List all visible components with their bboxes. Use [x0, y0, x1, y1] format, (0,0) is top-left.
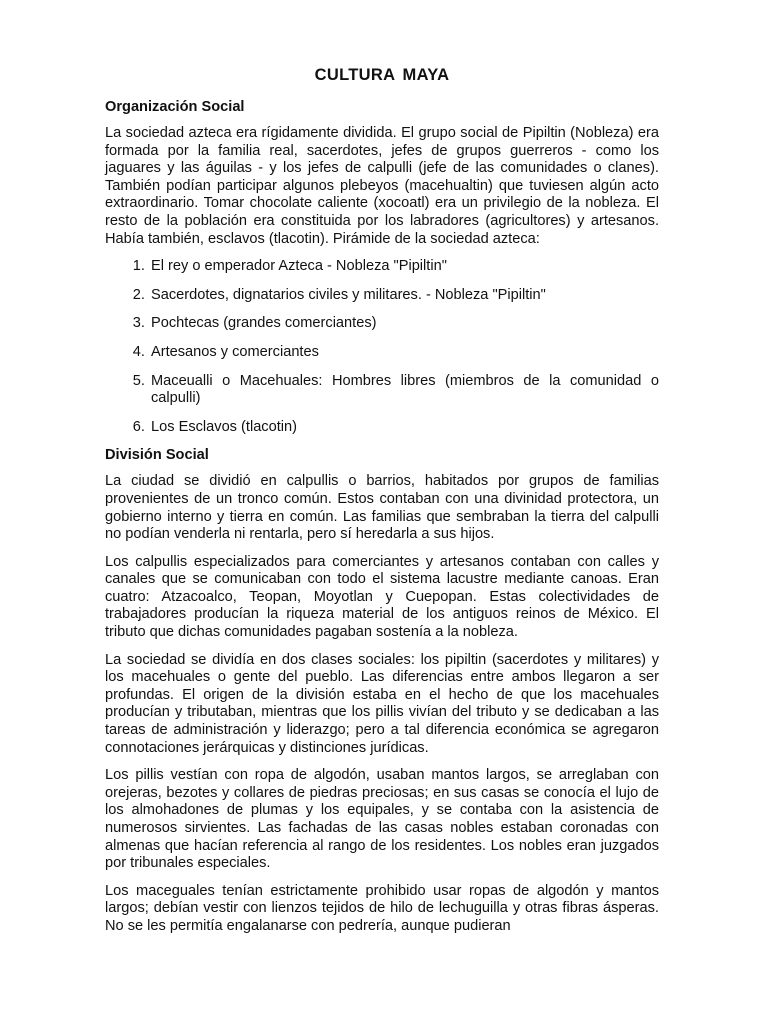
document-page: [105, 66, 659, 946]
list-item: 1. El rey o emperador Azteca - Nobleza "Pipiltin": [149, 258, 659, 276]
paragraph: Los calpullis especializados para comerciantes y artesanos contaban con calles y canales que se comunicaban con todo el sistema lacustre mediante canoas. Eran cuatro: Atzacoalco, Teopan, Moyotlan y Cuepopan. Estas colectividades de trabajadores producían la riqueza material de los antiguos reinos de México. El tributo que dichas comunidades pagaban sostenía a la nobleza.: [105, 553, 659, 641]
section-heading-organizacion: Organización Social: [105, 99, 245, 115]
paragraph: La ciudad se dividió en calpullis o barrios, habitados por grupos de familias provenientes de un tronco común. Estos contaban con una divinidad protectora, un gobierno interno y tierra en común. Las familias que sembraban la tierra del calpulli no podían venderla ni rentarla, pero sí heredarla a sus hijos.: [105, 473, 659, 543]
numbered-list: [105, 258, 659, 436]
paragraph: Los pillis vestían con ropa de algodón, usaban mantos largos, se arreglaban con orejeras, bezotes y collares de piedras preciosas; en sus casas se conocía el lujo de los almohadones de plumas y los equipales, y se contaba con la asistencia de numerosos sirvientes. Las fachadas de las casas nobles estaban coronadas con almenas que hacían referencia al rango de los residentes. Los nobles eran juzgados por tribunales especiales.: [105, 767, 659, 872]
paragraph: La sociedad azteca era rígidamente dividida. El grupo social de Pipiltin (Nobleza) era formada por la familia real, sacerdotes, jefes de grupos guerreros - como los jaguares y las águilas - y los jefes de calpulli (jefe de las comunidades o clanes). También podían participar algunos plebeyos (macehualtin) que tuviesen algún acto extraordinario. Tomar chocolate caliente (xocoatl) era un privilegio de la nobleza. El resto de la población era constituida por los labradores (agricultores) y artesanos. Había también, esclavos (tlacotin). Pirámide de la sociedad azteca:: [105, 125, 659, 247]
list-item: 2. Sacerdotes, dignatarios civiles y militares. - Nobleza "Pipiltin": [149, 287, 659, 305]
section-heading-division: División Social: [105, 447, 209, 464]
document-title: CULTURA MAYA: [314, 66, 450, 84]
paragraph: La sociedad se dividía en dos clases sociales: los pipiltin (sacerdotes y militares) y los macehuales o gente del pueblo. Las diferencias entre ambos llegaron a ser profundas. El origen de la división estaba en el hecho de que los macehuales producían y tributaban, mientras que los pillis vivían del tributo y se dedicaban a las tareas de administración y liderazgo; pero a tal diferencia económica se agregaron connotaciones jerárquicas y distinciones jurídicas.: [105, 651, 659, 756]
list-item: 5. Maceualli o Macehuales: Hombres libres (miembros de la comunidad o calpulli): [149, 373, 659, 408]
list-item: 3. Pochtecas (grandes comerciantes): [149, 315, 659, 333]
paragraph: Los maceguales tenían estrictamente prohibido usar ropas de algodón y mantos largos; debían vestir con lienzos tejidos de hilo de lechuguilla y otras fibras ásperas. No se les permitía engalanarse con pedrería, aunque pudieran: [105, 882, 659, 934]
list-item: 6. Los Esclavos (tlacotin): [149, 419, 659, 437]
list-item: 4. Artesanos y comerciantes: [149, 344, 659, 362]
